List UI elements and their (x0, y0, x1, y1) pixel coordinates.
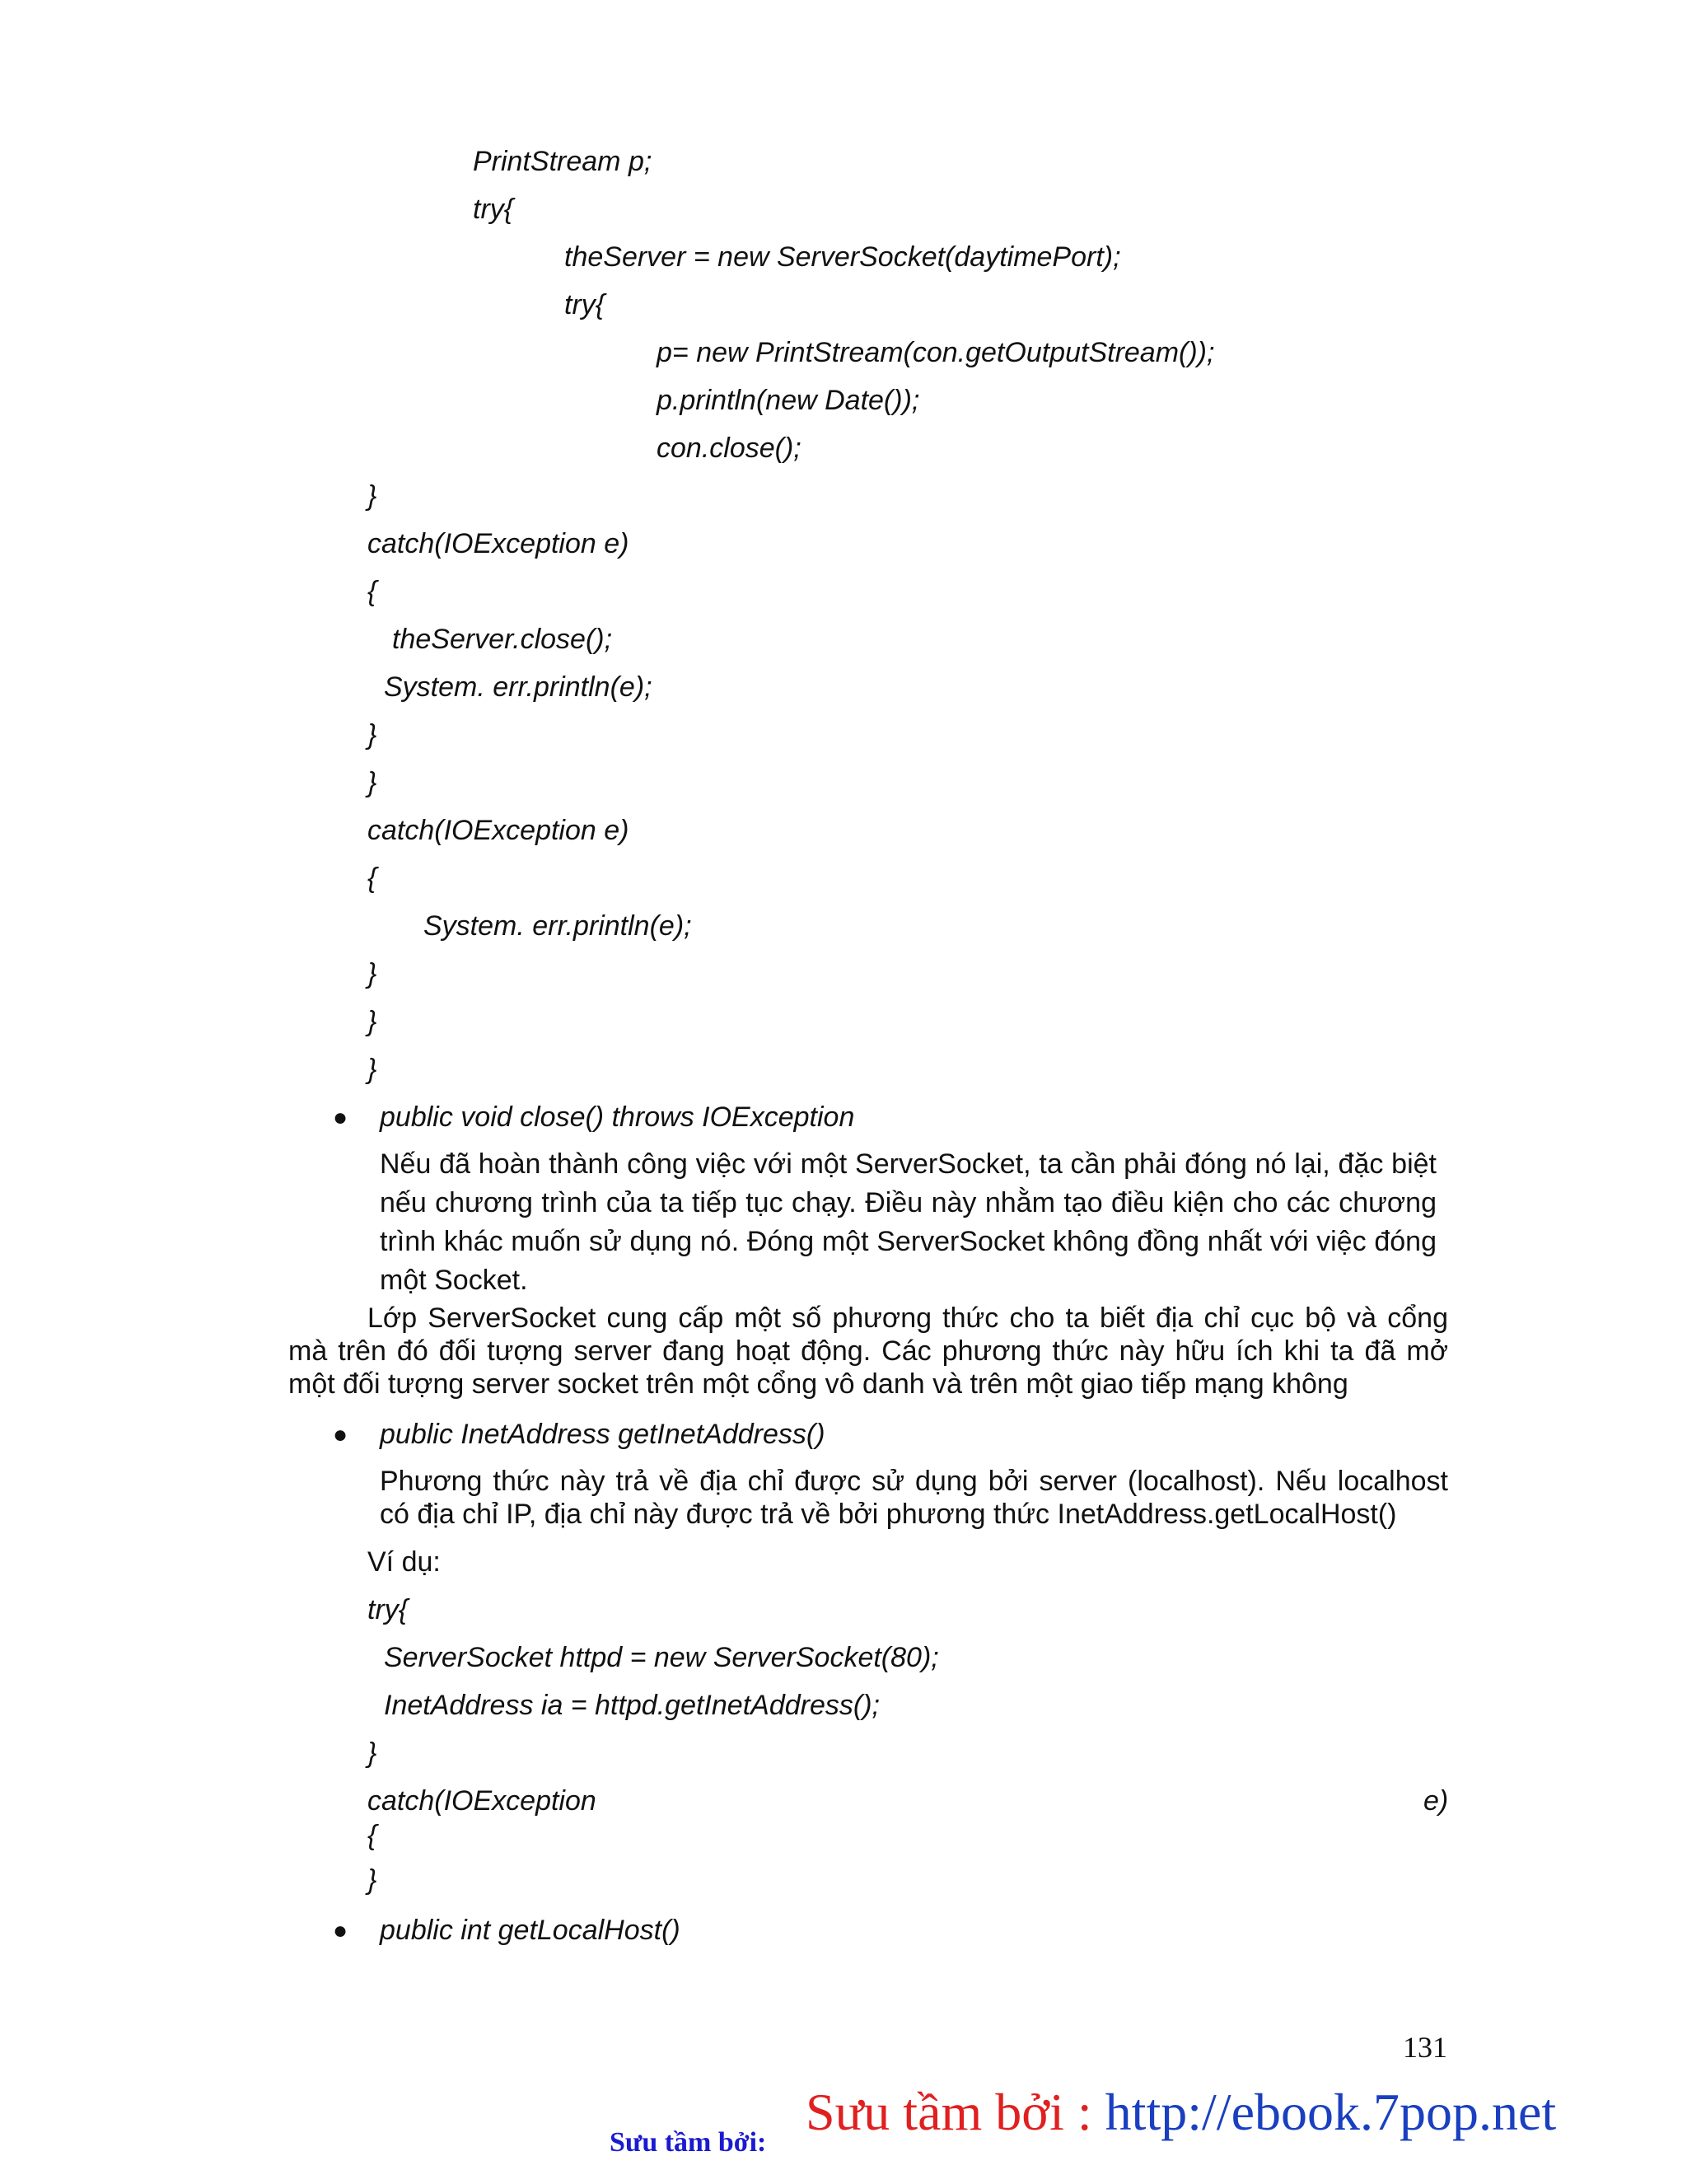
code-line: System. err.println(e); (384, 671, 652, 703)
code-line: try{ (564, 289, 605, 320)
method-signature: public int getLocalHost() (380, 1915, 680, 1946)
code-line: } (367, 958, 377, 989)
page-number: 131 (1403, 2031, 1447, 2064)
code-line: } (367, 719, 377, 751)
code-line: catch(IOException (367, 1785, 596, 1817)
method-description (380, 1145, 1437, 1300)
code-line: p= new PrintStream(con.getOutputStream()); (657, 337, 1215, 368)
text-line: mà trên đó đối tượng server đang hoạt động. Các phương thức này hữu ích khi ta đã mở (288, 1335, 1448, 1367)
code-line: } (367, 1864, 377, 1896)
code-line: { (367, 1820, 377, 1851)
text-line: có địa chỉ IP, địa chỉ này được trả về bởi phương thức InetAddress.getLocalHost() (380, 1499, 1397, 1530)
code-line: } (367, 480, 377, 512)
code-line: try{ (367, 1594, 409, 1625)
code-line: } (367, 1054, 377, 1085)
code-line: { (367, 576, 377, 607)
body-paragraph (288, 1302, 1448, 1401)
text-line: một Socket. (380, 1265, 528, 1296)
code-line: PrintStream p; (473, 146, 652, 177)
code-line: } (367, 767, 377, 798)
method-signature: public void close() throws IOException (380, 1101, 855, 1133)
text-line: trình khác muốn sử dụng nó. Đóng một ServerSocket không đồng nhất với việc đóng (380, 1226, 1437, 1257)
bullet-icon: ● (333, 1104, 348, 1131)
code-line: ServerSocket httpd = new ServerSocket(80); (384, 1642, 939, 1673)
code-line: InetAddress ia = httpd.getInetAddress(); (384, 1690, 880, 1721)
code-line: } (367, 1006, 377, 1037)
watermark-prefix: Sưu tầm bởi : (806, 2083, 1105, 2141)
text-line: Phương thức này trả về địa chỉ được sử dụng bởi server (localhost). Nếu localhost (380, 1466, 1448, 1497)
text-line: Lớp ServerSocket cung cấp một số phương thức cho ta biết địa chỉ cục bộ và cổng (367, 1302, 1448, 1334)
example-label: Ví dụ: (367, 1546, 441, 1578)
bullet-icon: ● (333, 1917, 348, 1944)
code-line: } (367, 1737, 377, 1769)
code-line: e) (1423, 1785, 1449, 1817)
code-line: { (367, 863, 377, 894)
bullet-icon: ● (333, 1421, 348, 1448)
code-line: theServer = new ServerSocket(daytimePort); (564, 241, 1121, 273)
method-description (380, 1465, 1448, 1531)
code-line: catch(IOException e) (367, 528, 629, 559)
code-line: catch(IOException e) (367, 815, 629, 846)
footer-label: Sưu tầm bởi: (610, 2127, 767, 2158)
text-line: nếu chương trình của ta tiếp tục chạy. Điều này nhằm tạo điều kiện cho các chương (380, 1187, 1437, 1218)
watermark (806, 2082, 1556, 2143)
watermark-url[interactable]: http://ebook.7pop.net (1105, 2083, 1557, 2141)
code-line: p.println(new Date()); (657, 385, 920, 416)
text-line: một đối tượng server socket trên một cổng vô danh và trên một giao tiếp mạng không (288, 1368, 1348, 1400)
code-line: System. err.println(e); (423, 910, 692, 942)
code-line: theServer.close(); (392, 624, 613, 655)
code-line: try{ (473, 194, 514, 225)
text-line: Nếu đã hoàn thành công việc với một ServerSocket, ta cần phải đóng nó lại, đặc biệt (380, 1148, 1437, 1180)
method-signature: public InetAddress getInetAddress() (380, 1419, 825, 1450)
code-line: con.close(); (657, 433, 801, 464)
